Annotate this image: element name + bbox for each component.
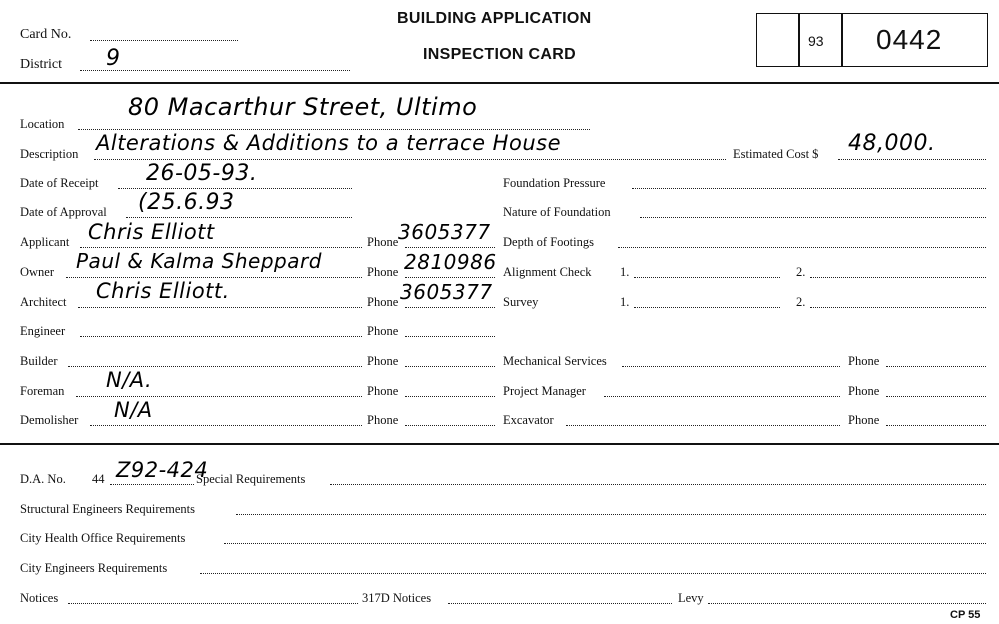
health-label: City Health Office Requirements [20, 531, 186, 545]
description-label: Description [20, 147, 79, 161]
excavator-line[interactable] [566, 425, 840, 426]
box-divider-2 [841, 14, 843, 66]
notices-label: Notices [20, 591, 59, 605]
special-requirements-line[interactable] [330, 484, 986, 485]
owner-label: Owner [20, 265, 55, 279]
nature-foundation-label: Nature of Foundation [503, 205, 611, 219]
engineer-line[interactable] [80, 336, 362, 337]
da-prefix: 44 [92, 472, 105, 486]
form-title: BUILDING APPLICATION [397, 10, 592, 27]
applicant-phone-label: Phone [367, 235, 399, 249]
structural-label: Structural Engineers Requirements [20, 502, 195, 516]
builder-line[interactable] [68, 366, 362, 367]
date-receipt-label: Date of Receipt [20, 176, 99, 190]
foreman-value: N/A. [106, 368, 153, 392]
mechanical-phone-label: Phone [848, 354, 880, 368]
header-divider [0, 82, 999, 84]
survey-line-2[interactable] [810, 307, 986, 308]
estimated-cost-label: Estimated Cost $ [733, 147, 819, 161]
excavator-phone-line[interactable] [886, 425, 986, 426]
architect-phone-value: 3605377 [400, 280, 493, 304]
foundation-pressure-label: Foundation Pressure [503, 176, 606, 190]
alignment-line-1[interactable] [634, 277, 780, 278]
alignment-line-2[interactable] [810, 277, 986, 278]
date-approval-line[interactable] [126, 217, 352, 218]
project-manager-phone-line[interactable] [886, 396, 986, 397]
foreman-phone-label: Phone [367, 384, 399, 398]
applicant-phone-line[interactable] [405, 247, 495, 248]
survey-num-2: 2. [796, 295, 806, 309]
builder-phone-label: Phone [367, 354, 399, 368]
nature-foundation-line[interactable] [640, 217, 986, 218]
depth-footings-line[interactable] [618, 247, 986, 248]
demolisher-line[interactable] [90, 425, 362, 426]
architect-value: Chris Elliott. [96, 279, 230, 303]
alignment-num-1: 1. [620, 265, 630, 279]
builder-label: Builder [20, 354, 58, 368]
district-value: 9 [106, 46, 121, 71]
survey-num-1: 1. [620, 295, 630, 309]
da-line[interactable] [110, 484, 194, 485]
city-engineers-label: City Engineers Requirements [20, 561, 168, 575]
excavator-label: Excavator [503, 413, 554, 427]
location-line[interactable] [78, 129, 590, 130]
alignment-num-2: 2. [796, 265, 806, 279]
location-value: 80 Macarthur Street, Ultimo [128, 93, 478, 121]
applicant-line[interactable] [80, 247, 362, 248]
mechanical-label: Mechanical Services [503, 354, 607, 368]
card-number: 0442 [876, 24, 943, 55]
special-requirements-label: Special Requirements [196, 472, 306, 486]
city-engineers-line[interactable] [200, 573, 986, 574]
owner-phone-value: 2810986 [404, 250, 497, 274]
date-approval-value: (25.6.93 [138, 190, 235, 215]
notices-317-label: 317D Notices [362, 591, 432, 605]
location-label: Location [20, 117, 65, 131]
levy-line[interactable] [708, 603, 986, 604]
architect-phone-line[interactable] [405, 307, 495, 308]
depth-footings-label: Depth of Footings [503, 235, 594, 249]
health-line[interactable] [224, 543, 986, 544]
estimated-cost-value: 48,000. [848, 131, 936, 156]
applicant-value: Chris Elliott [88, 220, 215, 244]
structural-line[interactable] [236, 514, 986, 515]
project-manager-phone-label: Phone [848, 384, 880, 398]
demolisher-value: N/A [114, 398, 153, 422]
foreman-label: Foreman [20, 384, 65, 398]
form-code: CP 55 [950, 609, 981, 621]
owner-phone-label: Phone [367, 265, 399, 279]
mechanical-line[interactable] [622, 366, 840, 367]
card-no-line[interactable] [90, 40, 238, 41]
box-divider-1 [798, 14, 800, 66]
card-year: 93 [808, 33, 824, 49]
owner-line[interactable] [66, 277, 362, 278]
da-label: D.A. No. [20, 472, 66, 486]
card-number-box [756, 13, 988, 67]
foundation-pressure-line[interactable] [632, 188, 986, 189]
applicant-label: Applicant [20, 235, 70, 249]
engineer-label: Engineer [20, 324, 66, 338]
owner-phone-line[interactable] [405, 277, 495, 278]
notices-317-line[interactable] [448, 603, 672, 604]
district-line[interactable] [80, 70, 350, 71]
district-label: District [20, 57, 62, 72]
engineer-phone-label: Phone [367, 324, 399, 338]
engineer-phone-line[interactable] [405, 336, 495, 337]
description-value: Alterations & Additions to a terrace House [96, 131, 561, 155]
demolisher-label: Demolisher [20, 413, 79, 427]
form-subtitle: INSPECTION CARD [423, 46, 576, 63]
survey-label: Survey [503, 295, 539, 309]
estimated-cost-line[interactable] [838, 159, 986, 160]
date-receipt-line[interactable] [118, 188, 352, 189]
lower-divider [0, 443, 999, 445]
project-manager-label: Project Manager [503, 384, 586, 398]
demolisher-phone-line[interactable] [405, 425, 495, 426]
demolisher-phone-label: Phone [367, 413, 399, 427]
notices-line[interactable] [68, 603, 358, 604]
mechanical-phone-line[interactable] [886, 366, 986, 367]
card-no-label: Card No. [20, 27, 72, 42]
date-receipt-value: 26-05-93. [146, 161, 258, 186]
date-approval-label: Date of Approval [20, 205, 107, 219]
project-manager-line[interactable] [604, 396, 840, 397]
foreman-phone-line[interactable] [405, 396, 495, 397]
alignment-check-label: Alignment Check [503, 265, 592, 279]
description-line[interactable] [94, 159, 726, 160]
survey-line-1[interactable] [634, 307, 780, 308]
applicant-phone-value: 3605377 [398, 220, 491, 244]
builder-phone-line[interactable] [405, 366, 495, 367]
owner-value: Paul & Kalma Sheppard [76, 249, 322, 273]
architect-line[interactable] [78, 307, 362, 308]
excavator-phone-label: Phone [848, 413, 880, 427]
foreman-line[interactable] [76, 396, 362, 397]
architect-label: Architect [20, 295, 67, 309]
architect-phone-label: Phone [367, 295, 399, 309]
levy-label: Levy [678, 591, 704, 605]
da-value: Z92-424 [116, 458, 209, 482]
